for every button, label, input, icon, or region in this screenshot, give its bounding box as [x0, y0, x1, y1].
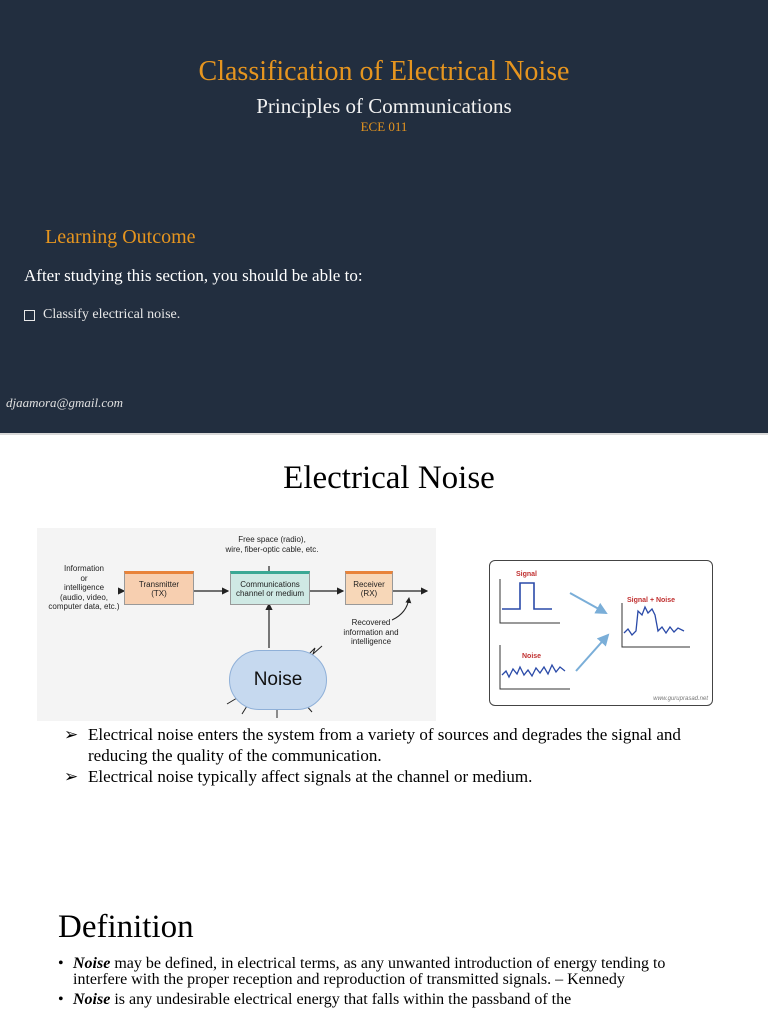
signal-plus-noise-figure: [489, 560, 713, 706]
slide-subtitle: Principles of Communications: [256, 94, 512, 118]
checkbox-bullet-icon: [24, 310, 35, 321]
slide-title: Classification of Electrical Noise: [198, 56, 570, 87]
signal-noise-label: Signal + Noise: [627, 597, 676, 604]
recovered-label: Recovered information and intelligence: [343, 618, 399, 647]
electrical-noise-title: Electrical Noise: [283, 460, 495, 496]
list-item: ➢ Electrical noise typically affect signals at the channel or medium.: [64, 767, 533, 786]
list-item: • Noise may be defined, in electrical terms, as any unwanted introduction of energy tending to interfere with the proper reception and reproduction of transmitted signals. – Kennedy: [58, 955, 666, 988]
slide-divider: [0, 433, 768, 435]
list-item: ➢ Electrical noise enters the system from a variety of sources and degrades the signal and reducing the quality of the communication.: [64, 725, 681, 765]
signal-noise-plots: [490, 561, 712, 705]
definition-bullets: [58, 956, 718, 1012]
communication-system-diagram: [37, 528, 436, 721]
author-email: djaamora@gmail.com: [6, 395, 124, 410]
signal-label: Signal: [516, 571, 538, 578]
noise-label: Noise: [522, 653, 542, 660]
noise-cloud: Noise: [229, 650, 327, 710]
learning-outcome-bullet: [24, 307, 180, 323]
list-item: • Noise is any undesirable electrical energy that falls within the passband of the: [58, 991, 572, 1008]
channel-box: Communications channel or medium: [230, 571, 310, 605]
learning-outcome-intro: After studying this section, you should be able to:: [24, 266, 363, 285]
course-code: ECE 011: [360, 119, 408, 134]
receiver-box: Receiver (RX): [345, 571, 393, 605]
arrow-bullet-icon: ➢: [64, 767, 79, 786]
transmitter-box: Transmitter (TX): [124, 571, 194, 605]
bullet-dot-icon: •: [58, 991, 64, 1008]
arrow-bullet-icon: ➢: [64, 725, 79, 744]
information-label: Information or intelligence (audio, video, computer data, etc.): [48, 564, 120, 612]
title-slide: [0, 0, 768, 433]
bullet-text: Classify electrical noise.: [43, 307, 181, 322]
free-space-label: Free space (radio), wire, fiber-optic cable, etc.: [225, 535, 319, 554]
bullet-dot-icon: •: [58, 955, 64, 972]
learning-outcome-heading: Learning Outcome: [45, 226, 196, 248]
watermark-url: www.guruprasad.net: [653, 696, 708, 702]
electrical-noise-bullets: [64, 724, 724, 787]
definition-title: Definition: [58, 909, 194, 945]
